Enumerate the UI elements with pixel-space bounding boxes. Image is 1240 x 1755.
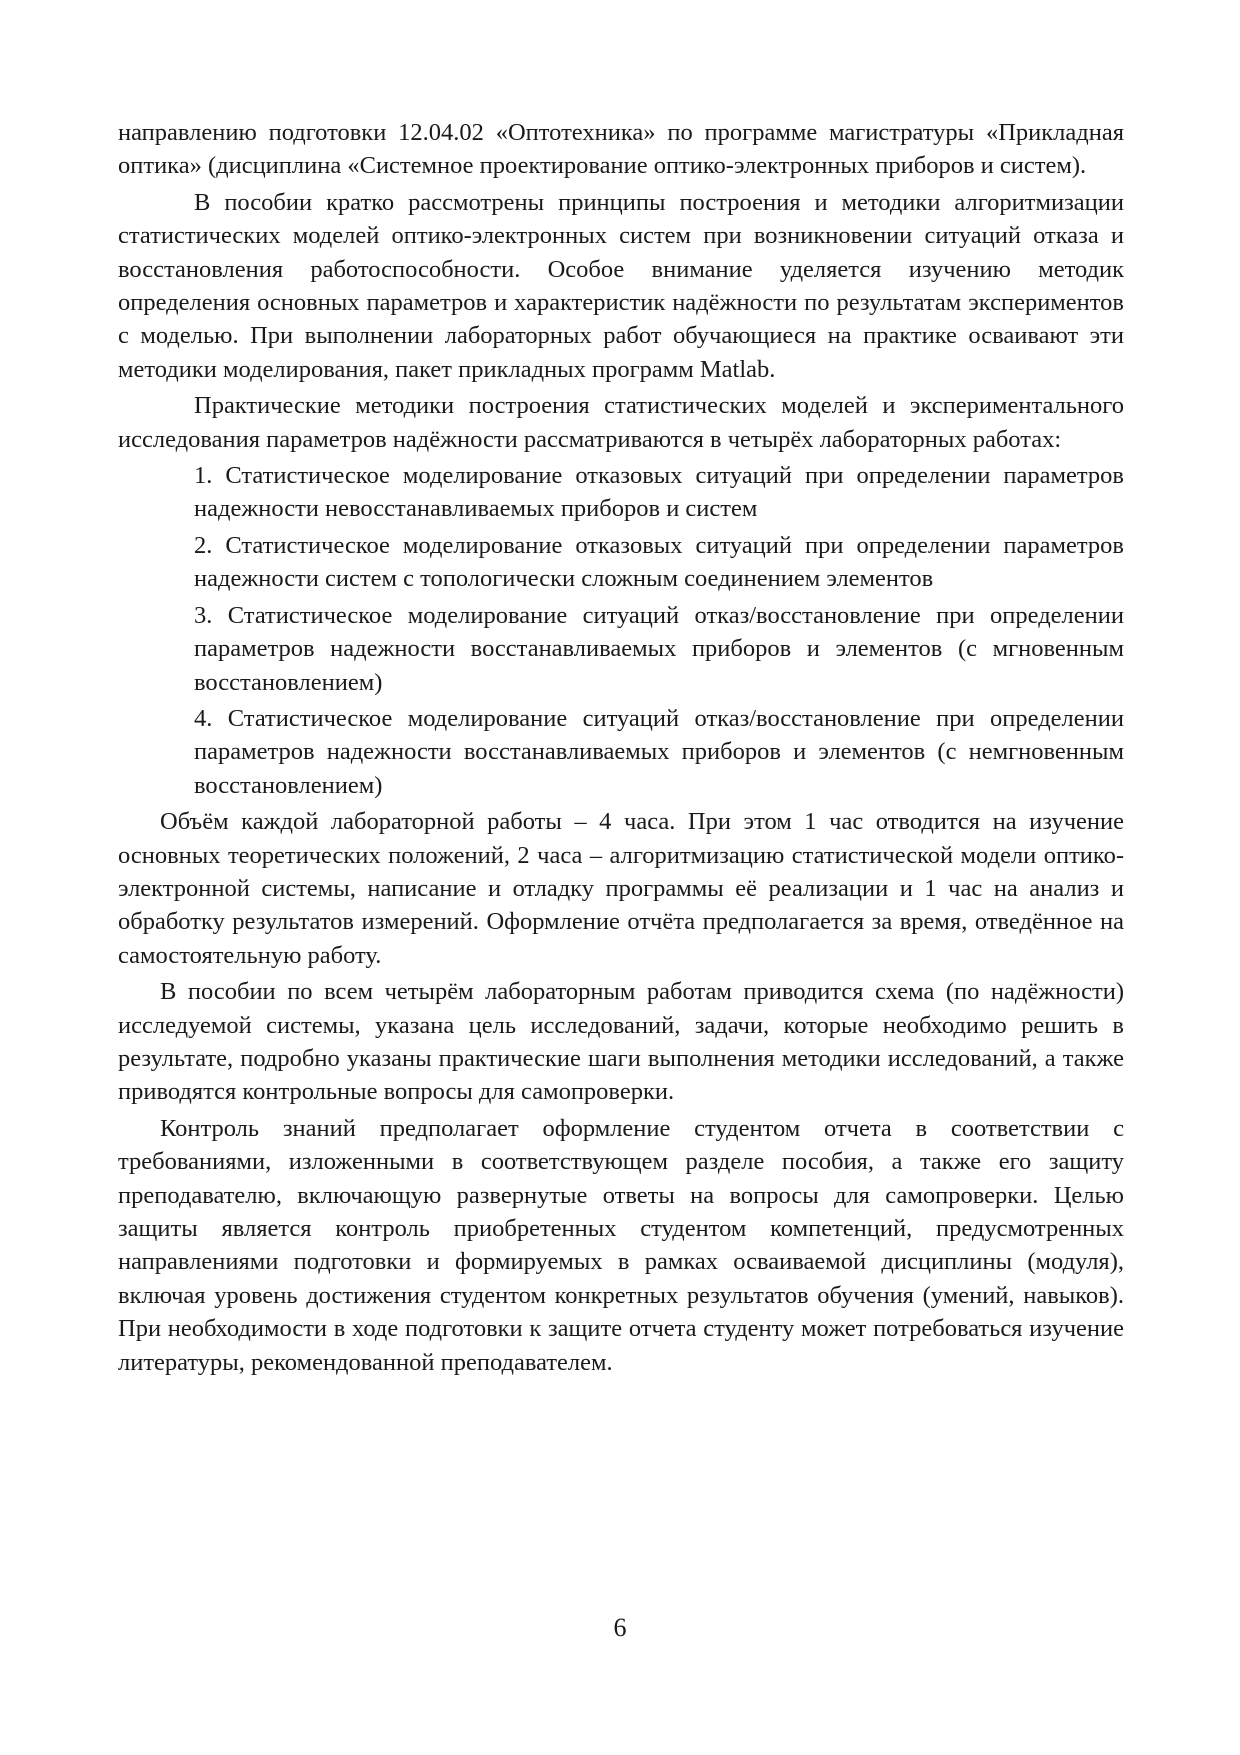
paragraph-manual-content: В пособии по всем четырём лабораторным работам приводится схема (по надёжности) исследуемой системы, указана цель исследований, задачи, которые необходимо решить в результате, подробно указаны практические шаги выполнения методики исследований, а также приводятся контрольные вопросы для самопроверки.	[118, 978, 1124, 1106]
paragraph-knowledge-control: Контроль знаний предполагает оформление студентом отчета в соответствии с требованиями, изложенными в соответствующем разделе пособия, а также его защиту преподавателю, включающую развернутые ответы на вопросы для самопроверки. Целью защиты является контроль приобретенных студентом компетенций, предусмотренных направлениями подготовки и формируемых в рамках осваиваемой дисциплины (модуля), включая уровень достижения студентом конкретных результатов обучения (умений, навыков). При необходимости в ходе подготовки к защите отчета студенту может потребоваться изучение литературы, рекомендованной преподавателем.	[118, 1114, 1124, 1376]
lab-works-list	[118, 459, 1124, 802]
paragraph-lab-volume: Объём каждой лабораторной работы – 4 часа. При этом 1 час отводится на изучение основных теоретических положений, 2 часа – алгоритмизацию статистической модели оптико-электронной системы, написание и отладку программы её реализации и 1 час на анализ и обработку результатов измерений. Оформление отчёта предполагается за время, отведённое на самостоятельную работу.	[118, 808, 1124, 969]
list-item: 4. Статистическое моделирование ситуаций отказ/восстановление при определении параметров надежности восстанавливаемых приборов и элементов (с немгновенным восстановлением)	[194, 704, 1124, 799]
page-number: 6	[613, 1613, 627, 1642]
paragraph-overview: В пособии кратко рассмотрены принципы построения и методики алгоритмизации статистических моделей оптико-электронных систем при возникновении ситуаций отказа и восстановления работоспособности. Особое внимание уделяется изучению методик определения основных параметров и характеристик надёжности по результатам экспериментов с моделью. При выполнении лабораторных работ обучающиеся на практике осваивают эти методики моделирования, пакет прикладных программ Matlab.	[118, 188, 1124, 383]
list-item: 1. Статистическое моделирование отказовых ситуаций при определении параметров надежности невосстанавливаемых приборов и систем	[194, 462, 1124, 523]
document-page	[118, 116, 1124, 1382]
paragraph-intro-continuation: направлению подготовки 12.04.02 «Оптотехника» по программе магистратуры «Прикладная оптика» (дисциплина «Системное проектирование оптико-электронных приборов и систем).	[118, 119, 1124, 180]
list-item: 2. Статистическое моделирование отказовых ситуаций при определении параметров надежности систем с топологически сложным соединением элементов	[194, 531, 1124, 593]
list-item: 3. Статистическое моделирование ситуаций отказ/восстановление при определении параметров надежности восстанавливаемых приборов и элементов (с мгновенным восстановлением)	[194, 601, 1124, 696]
paragraph-lab-works-intro: Практические методики построения статистических моделей и экспериментального исследования параметров надёжности рассматриваются в четырёх лабораторных работах:	[118, 392, 1124, 453]
